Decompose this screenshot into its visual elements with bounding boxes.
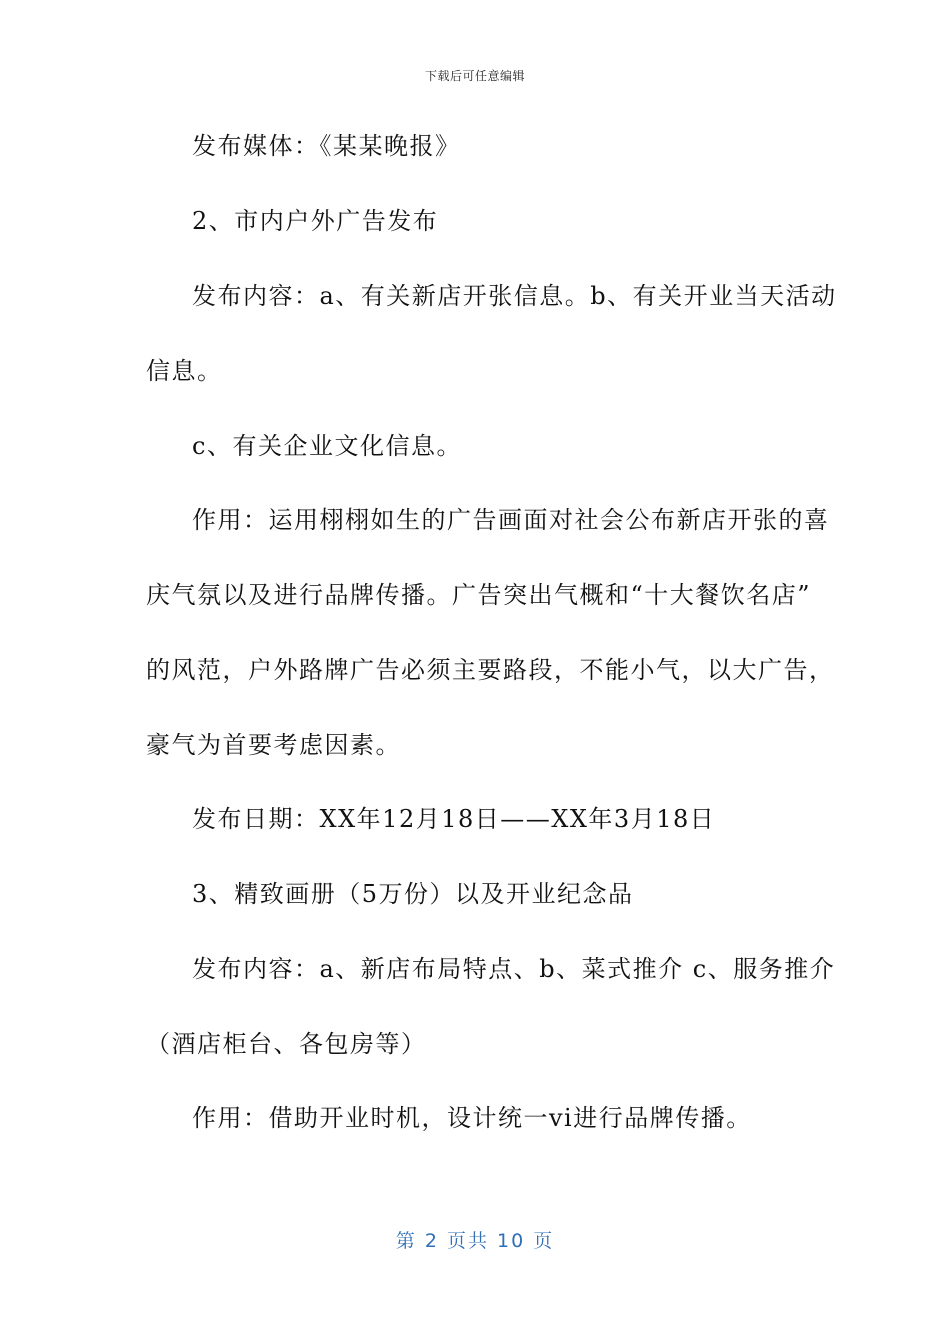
header-note: 下载后可任意编辑: [424, 69, 525, 83]
effect-line-5: 作用：借助开业时机，设计统一vi进行品牌传播。: [192, 1104, 752, 1132]
section-2-heading: 2、市内户外广告发布: [192, 207, 439, 235]
effect-line-1: 作用：运用栩栩如生的广告画面对社会公布新店开张的喜: [192, 506, 830, 534]
content-line-5: （酒店柜台、各包房等）: [146, 1030, 427, 1058]
content-line-1: 发布内容：a、有关新店开张信息。b、有关开业当天活动: [192, 282, 837, 310]
content-line-2: 信息。: [146, 357, 223, 385]
content-line-3: c、有关企业文化信息。: [192, 432, 462, 460]
effect-line-3: 的风范，户外路牌广告必须主要路段，不能小气，以大广告，: [146, 656, 835, 684]
effect-line-4: 豪气为首要考虑因素。: [146, 731, 401, 759]
section-3-heading: 3、精致画册（5万份）以及开业纪念品: [192, 880, 634, 908]
page-number-footer: 第 2 页共 10 页: [395, 1230, 555, 1252]
media-line: 发布媒体：《某某晚报》: [192, 132, 461, 160]
content-line-4: 发布内容：a、新店布局特点、b、菜式推介 c、服务推介: [192, 955, 836, 983]
publish-date-line: 发布日期：XX年12月18日——XX年3月18日: [192, 805, 716, 833]
effect-line-2: 庆气氛以及进行品牌传播。广告突出气概和“十大餐饮名店”: [146, 581, 812, 609]
